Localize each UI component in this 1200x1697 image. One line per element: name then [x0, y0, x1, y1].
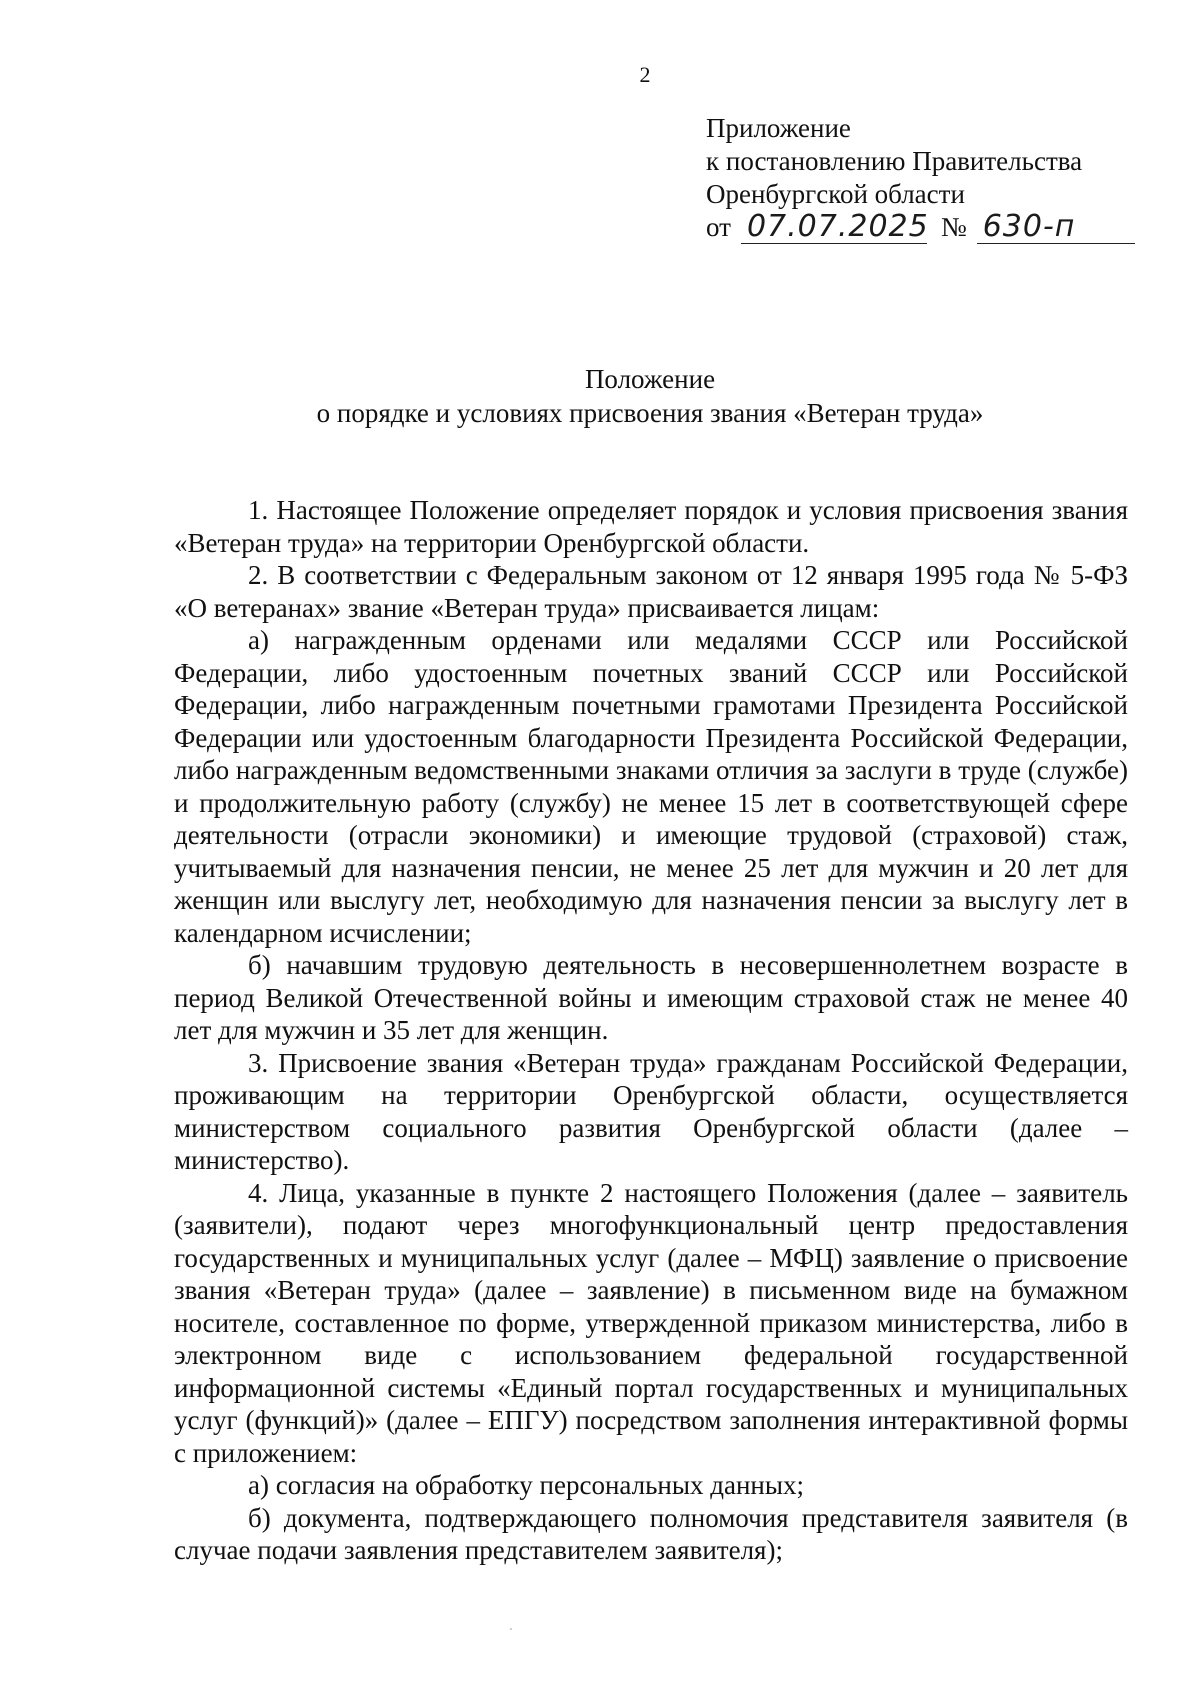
paragraph-4: 4. Лица, указанные в пункте 2 настоящего Положения (далее – заявитель (заявители), подают через многофункциональный центр предоставления государственных и муниципальных услуг (далее – МФЦ) заявление о присвоение звания «Ветеран труда» (далее – заявление) в письменном виде на бумажном носителе, составленное по форме, утвержденной приказом министерства, либо в электронном виде с использованием федеральной государственной информационной системы «Единый портал государственных и муниципальных услуг (функций)» (далее – ЕПГУ) посредством заполнения интерактивной формы с приложением:	[174, 1177, 1128, 1468]
paragraph-2a: а) награжденным орденами или медалями СССР или Российской Федерации, либо удостоенным почетных званий СССР или Российской Федерации, либо награжденным почетными грамотами Президента Российской Федерации или удостоенным благодарности Президента Российской Федерации, либо награжденным ведомственными знаками отличия за заслуги в труде (службе) и продолжительную работу (службу) не менее 15 лет в соответствующей сфере деятельности (отрасли экономики) и имеющие трудовой (страховой) стаж, учитываемый для назначения пенсии, не менее 25 лет для мужчин и 20 лет для женщин или выслугу лет, необходимую для назначения пенсии за выслугу лет в календарном исчислении;	[174, 625, 1128, 948]
title-line-2: о порядке и условиях присвоения звания «Ветеран труда»	[316, 398, 984, 428]
handwritten-date: 07.07.2025	[746, 209, 929, 244]
paragraph-4a: а) согласия на обработку персональных данных;	[248, 1470, 805, 1500]
paragraph-1: 1. Настоящее Положение определяет порядок и условия присвоения звания «Ветеран труда» на территории Оренбургской области.	[174, 495, 1128, 558]
paragraph-3: 3. Присвоение звания «Ветеран труда» гражданам Российской Федерации, проживающим на территории Оренбургской области, осуществляется министерством социального развития Оренбургской области (далее – министерство).	[174, 1047, 1128, 1175]
title-line-1: Положение	[584, 364, 716, 394]
document-title	[0, 362, 1200, 430]
appendix-line-1: Приложение	[706, 113, 851, 143]
scan-artifact	[510, 1628, 512, 1630]
paragraph-4b: б) документа, подтверждающего полномочия представителя заявителя (в случае подачи заявления представителем заявителя);	[174, 1502, 1128, 1565]
date-prefix: от	[706, 212, 731, 242]
paragraph-2b: б) начавшим трудовую деятельность в несовершеннолетнем возрасте в период Великой Отечественной войны и имеющим страховой стаж не менее 40 лет для мужчин и 35 лет для женщин.	[174, 950, 1128, 1045]
date-field	[741, 211, 927, 244]
appendix-line-3: Оренбургской области	[706, 179, 965, 209]
page-number: 2	[639, 62, 651, 87]
appendix-line-2: к постановлению Правительства	[706, 146, 1083, 176]
appendix-date-number-line	[706, 211, 1135, 244]
appendix-block	[706, 112, 1135, 244]
number-sign: №	[940, 212, 967, 242]
handwritten-number: 630-п	[982, 209, 1076, 244]
paragraph-2: 2. В соответствии с Федеральным законом от 12 января 1995 года № 5-ФЗ «О ветеранах» звание «Ветеран труда» присваивается лицам:	[174, 560, 1128, 623]
document-body	[174, 494, 1128, 1567]
number-field	[977, 211, 1135, 244]
